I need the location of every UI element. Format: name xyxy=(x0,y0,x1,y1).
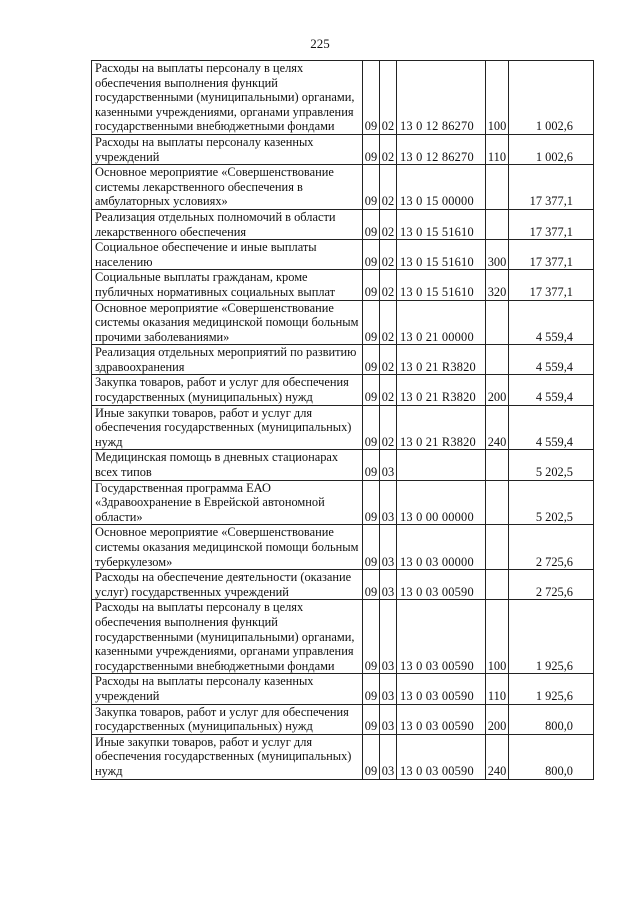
table-row xyxy=(92,134,594,164)
expense-type-code xyxy=(486,480,509,525)
target-article-code: 13 0 15 51610 xyxy=(397,270,486,300)
expense-type-code: 240 xyxy=(486,734,509,779)
section-code: 09 xyxy=(363,345,380,375)
section-code: 09 xyxy=(363,300,380,345)
amount: 17 377,1 xyxy=(509,165,594,210)
subsection-code: 02 xyxy=(380,240,397,270)
section-code: 09 xyxy=(363,134,380,164)
row-name: Основное мероприятие «Совершенствование системы лекарственного обеспечения в амбулаторных условиях» xyxy=(92,165,363,210)
section-code: 09 xyxy=(363,480,380,525)
table-row xyxy=(92,345,594,375)
budget-table-body xyxy=(92,61,594,780)
expense-type-code: 240 xyxy=(486,405,509,450)
row-name: Основное мероприятие «Совершенствование системы оказания медицинской помощи больным туберкулезом» xyxy=(92,525,363,570)
row-name: Иные закупки товаров, работ и услуг для обеспечения государственных (муниципальных) нужд xyxy=(92,405,363,450)
subsection-code: 02 xyxy=(380,134,397,164)
table-row xyxy=(92,704,594,734)
target-article-code: 13 0 03 00000 xyxy=(397,525,486,570)
table-row xyxy=(92,61,594,135)
target-article-code: 13 0 03 00590 xyxy=(397,600,486,674)
table-row xyxy=(92,570,594,600)
section-code: 09 xyxy=(363,209,380,239)
amount: 1 002,6 xyxy=(509,61,594,135)
amount: 4 559,4 xyxy=(509,405,594,450)
target-article-code: 13 0 03 00590 xyxy=(397,704,486,734)
subsection-code: 02 xyxy=(380,61,397,135)
subsection-code: 02 xyxy=(380,405,397,450)
target-article-code: 13 0 03 00590 xyxy=(397,570,486,600)
amount: 4 559,4 xyxy=(509,375,594,405)
subsection-code: 03 xyxy=(380,600,397,674)
expense-type-code: 110 xyxy=(486,674,509,704)
section-code: 09 xyxy=(363,375,380,405)
table-row xyxy=(92,270,594,300)
table-row xyxy=(92,674,594,704)
expense-type-code: 110 xyxy=(486,134,509,164)
expense-type-code: 320 xyxy=(486,270,509,300)
section-code: 09 xyxy=(363,270,380,300)
row-name: Государственная программа ЕАО «Здравоохранение в Еврейской автономной области» xyxy=(92,480,363,525)
row-name: Социальное обеспечение и иные выплаты населению xyxy=(92,240,363,270)
target-article-code: 13 0 03 00590 xyxy=(397,674,486,704)
amount: 17 377,1 xyxy=(509,240,594,270)
expense-type-code: 100 xyxy=(486,61,509,135)
expense-type-code xyxy=(486,525,509,570)
table-row xyxy=(92,600,594,674)
table-row xyxy=(92,525,594,570)
row-name: Расходы на обеспечение деятельности (оказание услуг) государственных учреждений xyxy=(92,570,363,600)
budget-table xyxy=(91,60,594,780)
table-row xyxy=(92,165,594,210)
amount: 1 925,6 xyxy=(509,674,594,704)
row-name: Медицинская помощь в дневных стационарах всех типов xyxy=(92,450,363,480)
expense-type-code: 300 xyxy=(486,240,509,270)
subsection-code: 02 xyxy=(380,165,397,210)
target-article-code xyxy=(397,450,486,480)
expense-type-code xyxy=(486,209,509,239)
target-article-code: 13 0 21 R3820 xyxy=(397,405,486,450)
target-article-code: 13 0 21 R3820 xyxy=(397,345,486,375)
section-code: 09 xyxy=(363,405,380,450)
expense-type-code xyxy=(486,300,509,345)
amount: 5 202,5 xyxy=(509,480,594,525)
subsection-code: 03 xyxy=(380,525,397,570)
subsection-code: 02 xyxy=(380,345,397,375)
table-row xyxy=(92,209,594,239)
amount: 1 925,6 xyxy=(509,600,594,674)
table-row xyxy=(92,240,594,270)
table-row xyxy=(92,450,594,480)
row-name: Закупка товаров, работ и услуг для обеспечения государственных (муниципальных) нужд xyxy=(92,704,363,734)
table-row xyxy=(92,405,594,450)
target-article-code: 13 0 21 00000 xyxy=(397,300,486,345)
amount: 17 377,1 xyxy=(509,209,594,239)
expense-type-code xyxy=(486,165,509,210)
target-article-code: 13 0 03 00590 xyxy=(397,734,486,779)
section-code: 09 xyxy=(363,674,380,704)
table-row xyxy=(92,375,594,405)
subsection-code: 03 xyxy=(380,704,397,734)
row-name: Иные закупки товаров, работ и услуг для обеспечения государственных (муниципальных) нужд xyxy=(92,734,363,779)
expense-type-code: 200 xyxy=(486,375,509,405)
amount: 4 559,4 xyxy=(509,345,594,375)
section-code: 09 xyxy=(363,570,380,600)
section-code: 09 xyxy=(363,734,380,779)
row-name: Расходы на выплаты персоналу казенных учреждений xyxy=(92,674,363,704)
row-name: Расходы на выплаты персоналу казенных учреждений xyxy=(92,134,363,164)
target-article-code: 13 0 00 00000 xyxy=(397,480,486,525)
section-code: 09 xyxy=(363,240,380,270)
section-code: 09 xyxy=(363,450,380,480)
subsection-code: 03 xyxy=(380,480,397,525)
page-number: 225 xyxy=(310,36,330,51)
expense-type-code xyxy=(486,345,509,375)
table-row xyxy=(92,480,594,525)
amount: 1 002,6 xyxy=(509,134,594,164)
subsection-code: 02 xyxy=(380,270,397,300)
amount: 2 725,6 xyxy=(509,570,594,600)
amount: 17 377,1 xyxy=(509,270,594,300)
amount: 2 725,6 xyxy=(509,525,594,570)
row-name: Реализация отдельных полномочий в области лекарственного обеспечения xyxy=(92,209,363,239)
expense-type-code: 100 xyxy=(486,600,509,674)
expense-type-code: 200 xyxy=(486,704,509,734)
section-code: 09 xyxy=(363,165,380,210)
target-article-code: 13 0 12 86270 xyxy=(397,61,486,135)
table-row xyxy=(92,300,594,345)
amount: 800,0 xyxy=(509,734,594,779)
target-article-code: 13 0 15 51610 xyxy=(397,209,486,239)
subsection-code: 02 xyxy=(380,300,397,345)
row-name: Социальные выплаты гражданам, кроме публичных нормативных социальных выплат xyxy=(92,270,363,300)
section-code: 09 xyxy=(363,61,380,135)
row-name: Реализация отдельных мероприятий по развитию здравоохранения xyxy=(92,345,363,375)
amount: 5 202,5 xyxy=(509,450,594,480)
row-name: Основное мероприятие «Совершенствование системы оказания медицинской помощи больным прочими заболеваниями» xyxy=(92,300,363,345)
target-article-code: 13 0 15 51610 xyxy=(397,240,486,270)
section-code: 09 xyxy=(363,525,380,570)
subsection-code: 03 xyxy=(380,674,397,704)
subsection-code: 03 xyxy=(380,734,397,779)
row-name: Закупка товаров, работ и услуг для обеспечения государственных (муниципальных) нужд xyxy=(92,375,363,405)
expense-type-code xyxy=(486,450,509,480)
subsection-code: 02 xyxy=(380,375,397,405)
amount: 800,0 xyxy=(509,704,594,734)
target-article-code: 13 0 15 00000 xyxy=(397,165,486,210)
target-article-code: 13 0 21 R3820 xyxy=(397,375,486,405)
expense-type-code xyxy=(486,570,509,600)
section-code: 09 xyxy=(363,704,380,734)
target-article-code: 13 0 12 86270 xyxy=(397,134,486,164)
subsection-code: 02 xyxy=(380,209,397,239)
table-row xyxy=(92,734,594,779)
subsection-code: 03 xyxy=(380,570,397,600)
subsection-code: 03 xyxy=(380,450,397,480)
row-name: Расходы на выплаты персоналу в целях обеспечения выполнения функций государственными (муниципальными) органами, казенными учреждениями, органами управления государственными внебюджетными фондами xyxy=(92,61,363,135)
section-code: 09 xyxy=(363,600,380,674)
row-name: Расходы на выплаты персоналу в целях обеспечения выполнения функций государственными (муниципальными) органами, казенными учреждениями, органами управления государственными внебюджетными фондами xyxy=(92,600,363,674)
amount: 4 559,4 xyxy=(509,300,594,345)
